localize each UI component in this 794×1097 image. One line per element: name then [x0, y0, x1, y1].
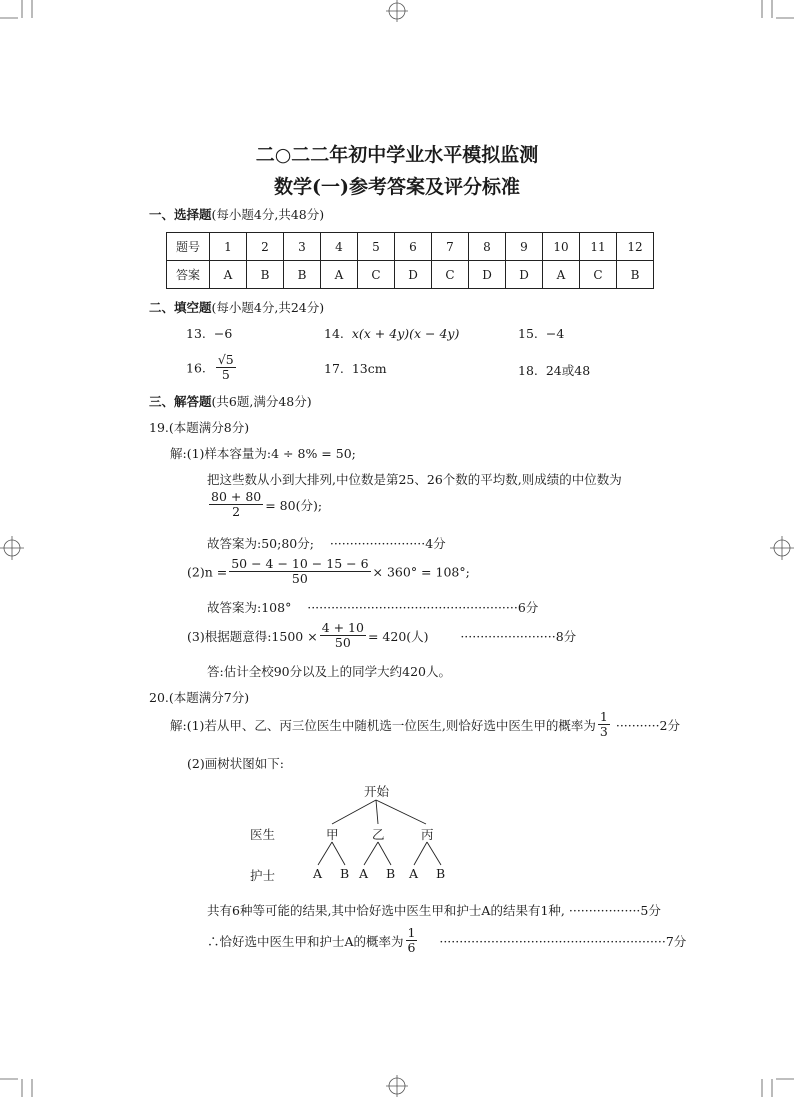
- document-subtitle: 数学(一)参考答案及评分标准: [274, 176, 520, 198]
- section-note: (每小题4分,共48分): [211, 207, 325, 222]
- fill-answer-13: 13. −6: [186, 326, 233, 341]
- table-cell: 12: [617, 233, 654, 261]
- table-cell: 5: [358, 233, 395, 261]
- q20-line-4: ∴恰好选中医生甲和护士A的概率为 $\frac{1}{6}$ ·························································7分: [207, 925, 687, 956]
- tree-level-doctor-label: 医生: [250, 827, 276, 842]
- section-label: 三、解答题: [149, 394, 212, 409]
- q20-line-2: (2)画树状图如下:: [187, 756, 284, 771]
- table-cell: B: [284, 261, 321, 289]
- q19-line-7: (3)根据题意得:1500 × $\frac{4 + 10}{50}$ = 420(人) ························8分: [187, 620, 577, 651]
- tree-node-doctor: 丙: [421, 827, 434, 842]
- q19-line-1: 解:(1)样本容量为:4 ÷ 8% = 50;: [170, 446, 356, 461]
- table-cell: C: [432, 261, 469, 289]
- tree-node-nurse: A: [313, 866, 323, 881]
- table-cell: 7: [432, 233, 469, 261]
- section-note: (每小题4分,共24分): [211, 300, 325, 315]
- table-cell: 9: [506, 233, 543, 261]
- q19-line-8: 答:估计全校90分以及上的同学大约420人。: [207, 664, 451, 679]
- table-header-cell: 题号: [167, 233, 210, 261]
- fill-answer-18: 18. 24或48: [518, 363, 591, 378]
- tree-node-doctor: 乙: [372, 827, 385, 842]
- tree-root: 开始: [364, 784, 390, 799]
- table-cell: D: [469, 261, 506, 289]
- q19-line-2: 把这些数从小到大排列,中位数是第25、26个数的平均数,则成绩的中位数为: [207, 472, 622, 487]
- table-cell: B: [617, 261, 654, 289]
- table-cell: 8: [469, 233, 506, 261]
- section-label: 一、选择题: [149, 207, 212, 222]
- table-cell: C: [358, 261, 395, 289]
- q19-line-3: $\frac{80 + 80}{2}$ = 80(分);: [211, 489, 323, 520]
- table-cell: A: [210, 261, 247, 289]
- tree-node-nurse: A: [359, 866, 369, 881]
- fill-answer-14: 14. x(x + 4y)(x − 4y): [324, 326, 460, 341]
- table-cell: A: [321, 261, 358, 289]
- q19-header: 19.(本题满分8分): [149, 420, 250, 435]
- tree-node-doctor: 甲: [326, 827, 339, 842]
- table-cell: C: [580, 261, 617, 289]
- tree-level-nurse-label: 护士: [250, 868, 276, 883]
- table-cell: 2: [247, 233, 284, 261]
- fill-answer-16: 16. $\frac{√5}{5}$: [186, 352, 234, 383]
- tree-node-nurse: A: [409, 866, 419, 881]
- q20-line-1: 解:(1)若从甲、乙、丙三位医生中随机选一位医生,则恰好选中医生甲的概率为 $\frac{1}{3}$ ···········2分: [170, 709, 681, 740]
- section-note: (共6题,满分48分): [211, 394, 312, 409]
- tree-node-nurse: B: [386, 866, 396, 881]
- section-label: 二、填空题: [149, 300, 212, 315]
- q19-line-4: 故答案为:50;80分; ························4分: [207, 536, 446, 551]
- q19-line-5: (2)n = $\frac{50 - 4 - 10 - 15 - 6}{50}$ × 360° = 108°;: [187, 556, 470, 587]
- tree-node-nurse: B: [340, 866, 350, 881]
- table-cell: D: [506, 261, 543, 289]
- table-cell: D: [395, 261, 432, 289]
- table-cell: 10: [543, 233, 580, 261]
- q20-line-3: 共有6种等可能的结果,其中恰好选中医生甲和护士A的结果有1种, ··················5分: [207, 903, 661, 918]
- table-cell: 6: [395, 233, 432, 261]
- table-cell: 3: [284, 233, 321, 261]
- fill-answer-15: 15. −4: [518, 326, 565, 341]
- table-cell: 4: [321, 233, 358, 261]
- tree-node-nurse: B: [436, 866, 446, 881]
- table-cell: 11: [580, 233, 617, 261]
- table-header-cell: 答案: [167, 261, 210, 289]
- table-cell: A: [543, 261, 580, 289]
- fill-answer-17: 17. 13cm: [324, 361, 387, 376]
- document-title: 二○二二年初中学业水平模拟监测: [255, 144, 539, 166]
- table-cell: 1: [210, 233, 247, 261]
- q20-header: 20.(本题满分7分): [149, 690, 250, 705]
- q19-line-6: 故答案为:108° ·····················································6分: [207, 600, 539, 615]
- table-cell: B: [247, 261, 284, 289]
